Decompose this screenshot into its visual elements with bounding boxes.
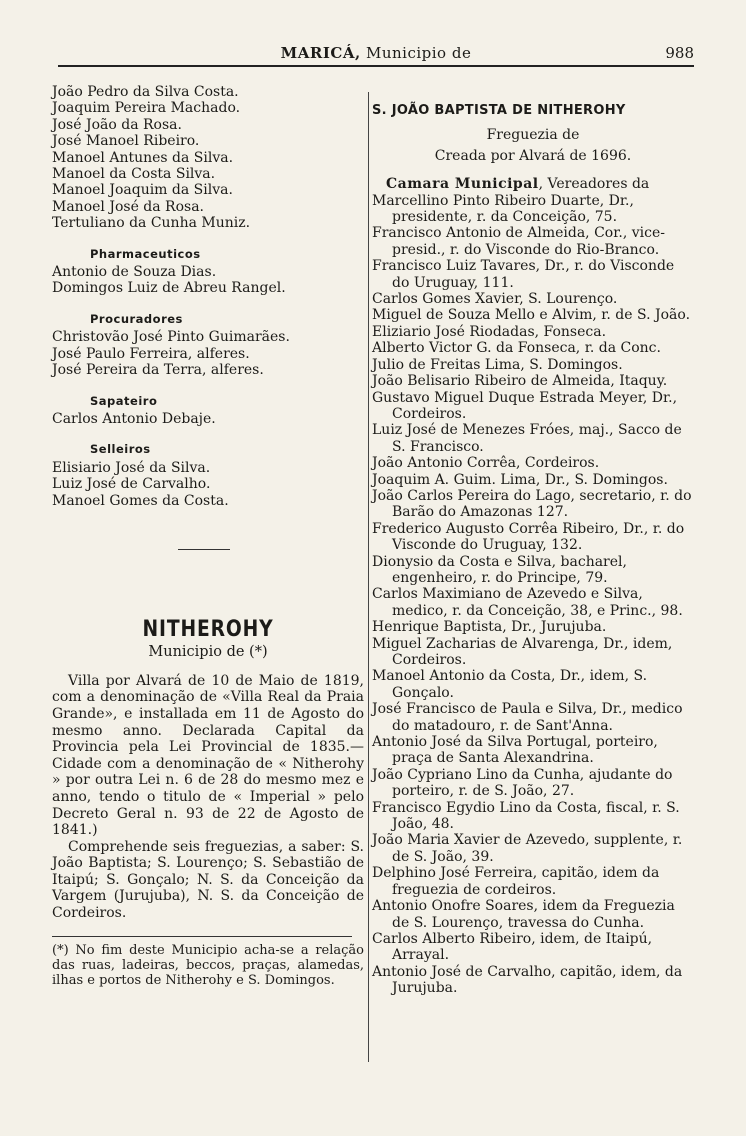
section-divider bbox=[178, 549, 230, 550]
camara-rest: , Vereadores da bbox=[538, 176, 650, 193]
list-item: Carlos Antonio Debaje. bbox=[52, 410, 216, 427]
list-item: Antonio José da Silva Portugal, porteiro, praça de Santa Alexandrina. bbox=[372, 734, 658, 767]
list-item: Manoel Antunes da Silva. bbox=[52, 149, 234, 166]
list-item: Joaquim A. Guim. Lima, Dr., S. Domingos. bbox=[372, 471, 668, 488]
list-item: Gustavo Miguel Duque Estrada Meyer, Dr., Cordeiros. bbox=[372, 389, 678, 422]
list-item: José Manoel Ribeiro. bbox=[52, 133, 200, 150]
list-item: Dionysio da Costa e Silva, bacharel, engenheiro, r. do Principe, 79. bbox=[372, 553, 627, 586]
list-item: Francisco Egydio Lino da Costa, fiscal, r. S. João, 48. bbox=[372, 799, 680, 833]
list-item: José Francisco de Paula e Silva, Dr., medico do matadouro, r. de Sant'Anna. bbox=[372, 701, 683, 734]
list-item: Delphino José Ferreira, capitão, idem da freguezia de cordeiros. bbox=[372, 865, 660, 898]
list-item: Francisco Luiz Tavares, Dr., r. do Visconde do Uruguay, 111. bbox=[372, 258, 675, 291]
title-bold: MARICÁ, bbox=[280, 44, 361, 62]
list-item: Henrique Baptista, Dr., Jurujuba. bbox=[372, 619, 607, 636]
municipio-title: NITHEROHY bbox=[142, 616, 274, 642]
list-item: Tertuliano da Cunha Muniz. bbox=[52, 215, 251, 232]
right-column bbox=[372, 103, 694, 997]
freguezia-title: S. JOÃO BAPTISTA DE NITHEROHY bbox=[372, 103, 626, 118]
list-item: Manoel Joaquim da Silva. bbox=[52, 182, 233, 199]
section-heading-selleiros: Selleiros bbox=[90, 442, 151, 457]
list-item: Julio de Freitas Lima, S. Domingos. bbox=[372, 356, 623, 373]
page-header bbox=[58, 44, 694, 64]
title-rest: Municipio de bbox=[360, 44, 472, 62]
list-item: Manoel Gomes da Costa. bbox=[52, 492, 229, 509]
section-heading-procuradores: Procuradores bbox=[90, 311, 183, 326]
list-item: Marcellino Pinto Ribeiro Duarte, Dr., presidente, r. da Conceição, 75. bbox=[372, 192, 634, 226]
list-item: Miguel Zacharias de Alvarenga, Dr., idem, Cordeiros. bbox=[372, 635, 673, 668]
list-item: Manoel da Costa Silva. bbox=[52, 166, 216, 183]
list-item: Alberto Victor G. da Fonseca, r. da Conc. bbox=[372, 340, 661, 357]
municipio-subtitle: Municipio de (*) bbox=[148, 644, 268, 661]
list-item: José João da Rosa. bbox=[52, 116, 182, 133]
list-item: Christovão José Pinto Guimarães. bbox=[52, 329, 290, 346]
list-item: Manoel Antonio da Costa, Dr., idem, S. Gonçalo. bbox=[372, 668, 648, 701]
list-item: Antonio Onofre Soares, idem da Freguezia de S. Lourenço, travessa do Cunha. bbox=[372, 898, 675, 931]
list-item: Miguel de Souza Mello e Alvim, r. de S. João. bbox=[372, 307, 691, 324]
list-item: Joaquim Pereira Machado. bbox=[52, 100, 241, 117]
list-item: Luiz José de Menezes Fróes, maj., Sacco de S. Francisco. bbox=[372, 422, 682, 455]
left-column bbox=[52, 84, 364, 988]
camara-label: Camara Municipal bbox=[386, 176, 539, 193]
names-list bbox=[52, 84, 364, 232]
list-item: Manoel José da Rosa. bbox=[52, 198, 205, 215]
freguezia-label: Freguezia de bbox=[486, 127, 580, 144]
page-number: 988 bbox=[665, 44, 694, 62]
column-divider bbox=[368, 92, 369, 1062]
list-item: Elisiario José da Silva. bbox=[52, 459, 211, 476]
list-item: Eliziario José Riodadas, Fonseca. bbox=[372, 323, 607, 340]
list-item: João Carlos Pereira do Lago, secretario, r. do Barão do Amazonas 127. bbox=[372, 487, 692, 521]
section-heading-sapateiro: Sapateiro bbox=[90, 393, 158, 408]
section-heading-pharmaceuticos: Pharmaceuticos bbox=[90, 246, 201, 261]
list-item: Francisco Antonio de Almeida, Cor., vice-presid., r. do Visconde do Rio-Branco. bbox=[372, 225, 665, 258]
list-item: Antonio de Souza Dias. bbox=[52, 264, 217, 281]
freguezias-paragraph: Comprehende seis freguezias, a saber: S. João Baptista; S. Lourenço; S. Sebastião de Itaipú; S. Gonçalo; N. S. da Conceição da Vargem (Jurujuba), N. S. da Conceição de Cordeiros. bbox=[52, 838, 364, 922]
list-item: José Pereira da Terra, alferes. bbox=[52, 362, 264, 379]
footnote-rule bbox=[52, 936, 352, 937]
list-item: João Pedro da Silva Costa. bbox=[52, 84, 239, 100]
list-item: Carlos Maximiano de Azevedo e Silva, medico, r. da Conceição, 38, e Princ., 98. bbox=[372, 586, 683, 619]
list-item: João Cypriano Lino da Cunha, ajudante do porteiro, r. de S. João, 27. bbox=[372, 766, 673, 800]
footnote: (*) No fim deste Municipio acha-se a relação das ruas, ladeiras, beccos, praças, alamedas, ilhas e portos de Nitherohy e S. Domingos. bbox=[52, 942, 364, 988]
list-item: João Belisario Ribeiro de Almeida, Itaquy. bbox=[372, 373, 668, 390]
list-item: João Maria Xavier de Azevedo, supplente, r. de S. João, 39. bbox=[372, 832, 683, 865]
list-item: João Antonio Corrêa, Cordeiros. bbox=[372, 455, 600, 472]
list-item: Antonio José de Carvalho, capitão, idem, da Jurujuba. bbox=[372, 963, 683, 997]
list-item: Luiz José de Carvalho. bbox=[52, 476, 211, 493]
header-rule bbox=[58, 65, 694, 67]
list-item: Carlos Gomes Xavier, S. Lourenço. bbox=[372, 291, 618, 308]
list-item: Carlos Alberto Ribeiro, idem, de Itaipú, Arrayal. bbox=[372, 930, 653, 964]
history-paragraph: Villa por Alvará de 10 de Maio de 1819, com a denominação de «Villa Real da Praia Grande», e installada em 11 de Agosto do mesmo anno. Declarada Capital da Provincia pela Lei Provincial de 1835.—Cidade com a denominação de « Nitherohy » por outra Lei n. 6 de 28 do mesmo mez e anno, tendo o titulo de « Imperial » pelo Decreto Geral n. 93 de 22 de Agosto de 1841.) bbox=[52, 672, 364, 839]
list-item: José Paulo Ferreira, alferes. bbox=[52, 345, 250, 362]
running-title bbox=[58, 44, 694, 62]
creation-note: Creada por Alvará de 1696. bbox=[434, 147, 632, 164]
list-item: Frederico Augusto Corrêa Ribeiro, Dr., r. do Visconde do Uruguay, 132. bbox=[372, 520, 685, 554]
camara-heading bbox=[372, 176, 694, 192]
list-item: Domingos Luiz de Abreu Rangel. bbox=[52, 280, 286, 297]
